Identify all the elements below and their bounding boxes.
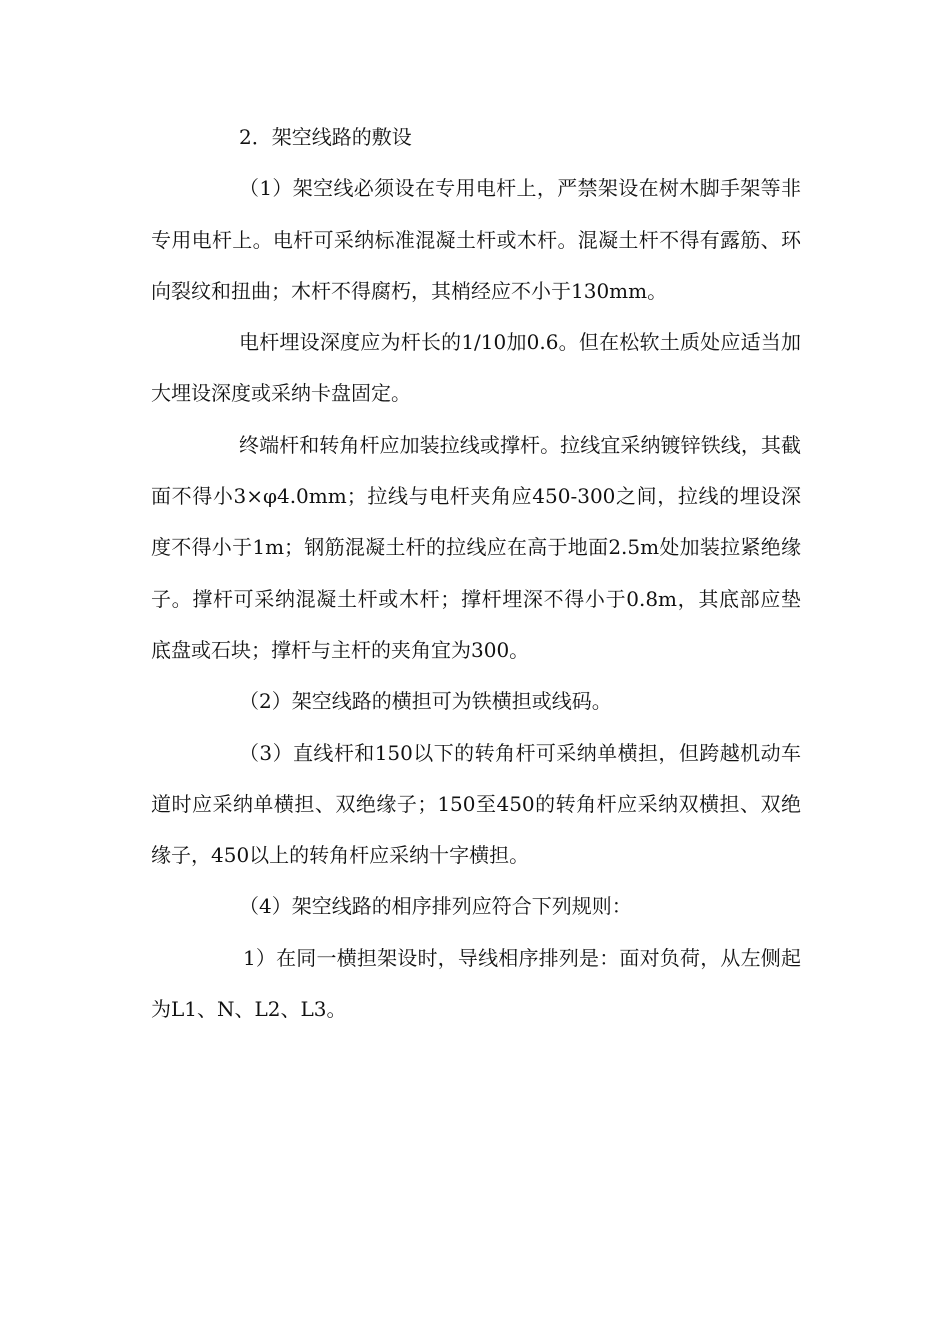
document-body bbox=[151, 112, 801, 1035]
section-heading: 2．架空线路的敷设 bbox=[239, 125, 412, 149]
paragraph-cross-arm-type: （2）架空线路的横担可为铁横担或线码。 bbox=[239, 689, 612, 714]
paragraph-phase-sequence: （4）架空线路的相序排列应符合下列规则： bbox=[239, 894, 632, 919]
paragraph-pole-burial-depth: 电杆埋设深度应为杆长的1/10加0.6。但在松软土质处应适当加大埋设深度或采纳卡盘固定。 bbox=[151, 330, 801, 406]
paragraph-same-cross-arm: 1）在同一横担架设时，导线相序排列是：面对负荷，从左侧起为L1、N、L2、L3。 bbox=[151, 945, 801, 1022]
paragraph-guy-wire-struts: 终端杆和转角杆应加装拉线或撑杆。拉线宜采纳镀锌铁线，其截面不得小3×φ4.0mm；拉线与电杆夹角应450-300之间，拉线的埋设深度不得小于1m；钢筋混凝土杆的拉线应在高于地面2.5m处加装拉紧绝缘子。撑杆可采纳混凝土杆或木杆；撑杆埋深不得小于0.8m，其底部应垫底盘或石块；撑杆与主杆的夹角宜为300。 bbox=[151, 432, 801, 662]
paragraph-overhead-line-poles: （1）架空线必须设在专用电杆上，严禁架设在树木脚手架等非专用电杆上。电杆可采纳标准混凝土杆或木杆。混凝土杆不得有露筋、环向裂纹和扭曲；木杆不得腐朽，其梢经应不小于130mm。 bbox=[151, 176, 801, 303]
paragraph-cross-arm-rules: （3）直线杆和150以下的转角杆可采纳单横担，但跨越机动车道时应采纳单横担、双绝缘子；150至450的转角杆应采纳双横担、双绝缘子，450以上的转角杆应采纳十字横担。 bbox=[151, 740, 801, 868]
